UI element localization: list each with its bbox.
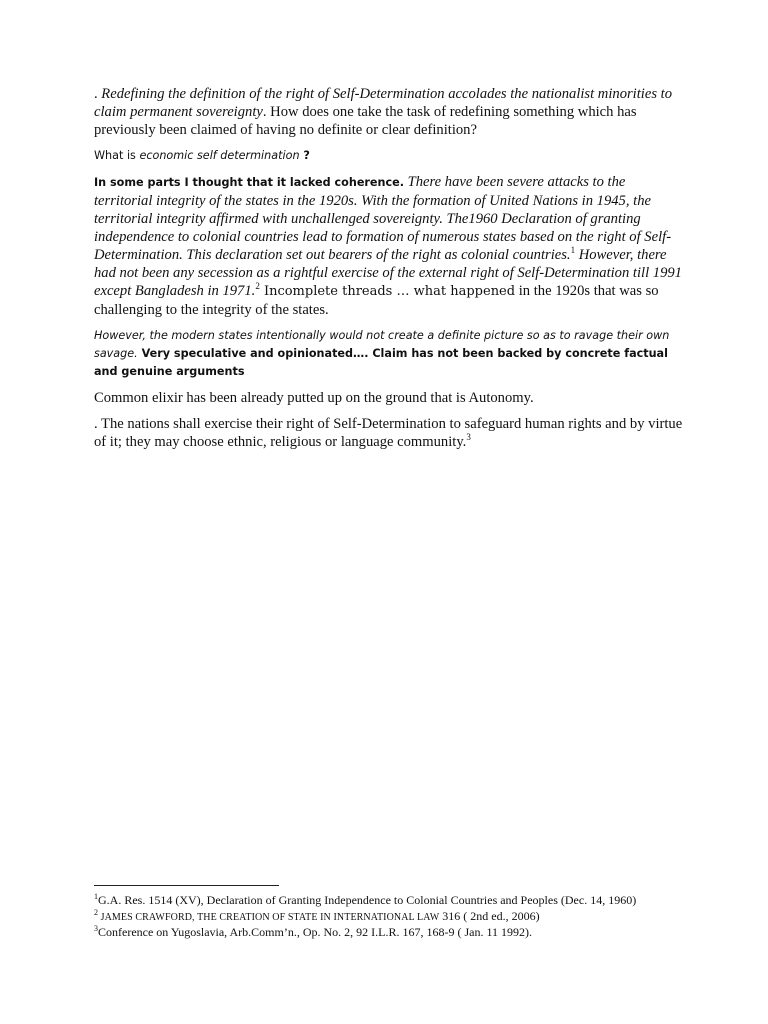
para4-italic: However, the modern states intentionally would not create a definite picture so as to ravage their own savage.	[94, 329, 670, 360]
comment-incomplete-threads: Incomplete threads … what happened	[259, 284, 516, 299]
footnote-1-text: G.A. Res. 1514 (XV), Declaration of Granting Independence to Colonial Countries and Peoples (Dec. 14, 1960)	[98, 893, 637, 907]
paragraph-modern-states	[94, 327, 686, 381]
footnote-ref-2[interactable]: 2	[255, 281, 260, 292]
comment-economic-self-determination	[94, 147, 686, 165]
para1-italic: Redefining the definition of the right of Self-Determination accolades the nationalist minorities to claim permanent sovereignty	[94, 86, 672, 120]
para2-italic: economic self determination	[139, 149, 300, 162]
paragraph-common-elixir	[94, 389, 686, 407]
para2-prefix: What is	[94, 149, 140, 162]
footnote-ref-1[interactable]: 1	[570, 245, 576, 256]
para2-suffix: ?	[299, 149, 310, 162]
para6-text: . The nations shall exercise their right of Self-Determination to safeguard human rights and by virtue of it; they may choose ethnic, religious or language community.	[94, 416, 683, 450]
paragraph-redefining	[94, 85, 686, 139]
para3-rest: in the 1920s that was so challenging to the integrity of the states.	[94, 283, 659, 318]
footnote-3	[94, 925, 714, 941]
footnote-1	[94, 893, 714, 909]
footnote-3-number: 3	[94, 924, 98, 933]
paragraph-nations-right	[94, 415, 686, 451]
paragraph-territorial-integrity	[94, 173, 686, 319]
para1-rest: . How does one take the task of redefining something which has previously been claimed of having no definite or clear definition?	[94, 104, 637, 138]
footnote-2-number: 2	[94, 907, 98, 917]
para5-text: Common elixir has been already putted up on the ground that is Autonomy.	[94, 390, 534, 406]
comment-coherence: In some parts I thought that it lacked coherence.	[94, 176, 404, 189]
footnote-3-text: Conference on Yugoslavia, Arb.Comm’n., Op. No. 2, 92 I.L.R. 167, 168-9 ( Jan. 11 1992).	[98, 925, 533, 939]
footnotes-section	[94, 893, 714, 941]
document-body	[94, 85, 686, 451]
footnote-2-citation-caps: JAMES CRAWFORD, THE CREATION OF STATE IN INTERNATIONAL LAW	[98, 911, 440, 923]
para1-lead: .	[94, 86, 102, 102]
footnote-2	[94, 909, 714, 926]
footnote-1-number: 1	[94, 892, 98, 901]
para3-italic-b: However, there had not been any secession as a rightful exercise of the external right of Self-Determination till 1991 except Bangladesh in 1971.	[94, 247, 682, 299]
footnote-separator	[94, 885, 279, 886]
footnote-2-text: 316 ( 2nd ed., 2006)	[439, 908, 540, 923]
para3-italic-a: There have been severe attacks to the territorial integrity of the states in the 1920s. With the formation of United Nations in 1945, the territorial integrity affirmed with unchallenged sovereignty. The1960 Declaration of granting independence to colonial countries lead to formation of numerous states based on the right of Self-Determination. This declaration set out bearers of the right as colonial countries.	[94, 174, 672, 263]
footnote-ref-3[interactable]: 3	[466, 432, 471, 443]
comment-speculative: Very speculative and opinionated…. Claim has not been backed by concrete factual and genuine arguments	[94, 347, 668, 378]
